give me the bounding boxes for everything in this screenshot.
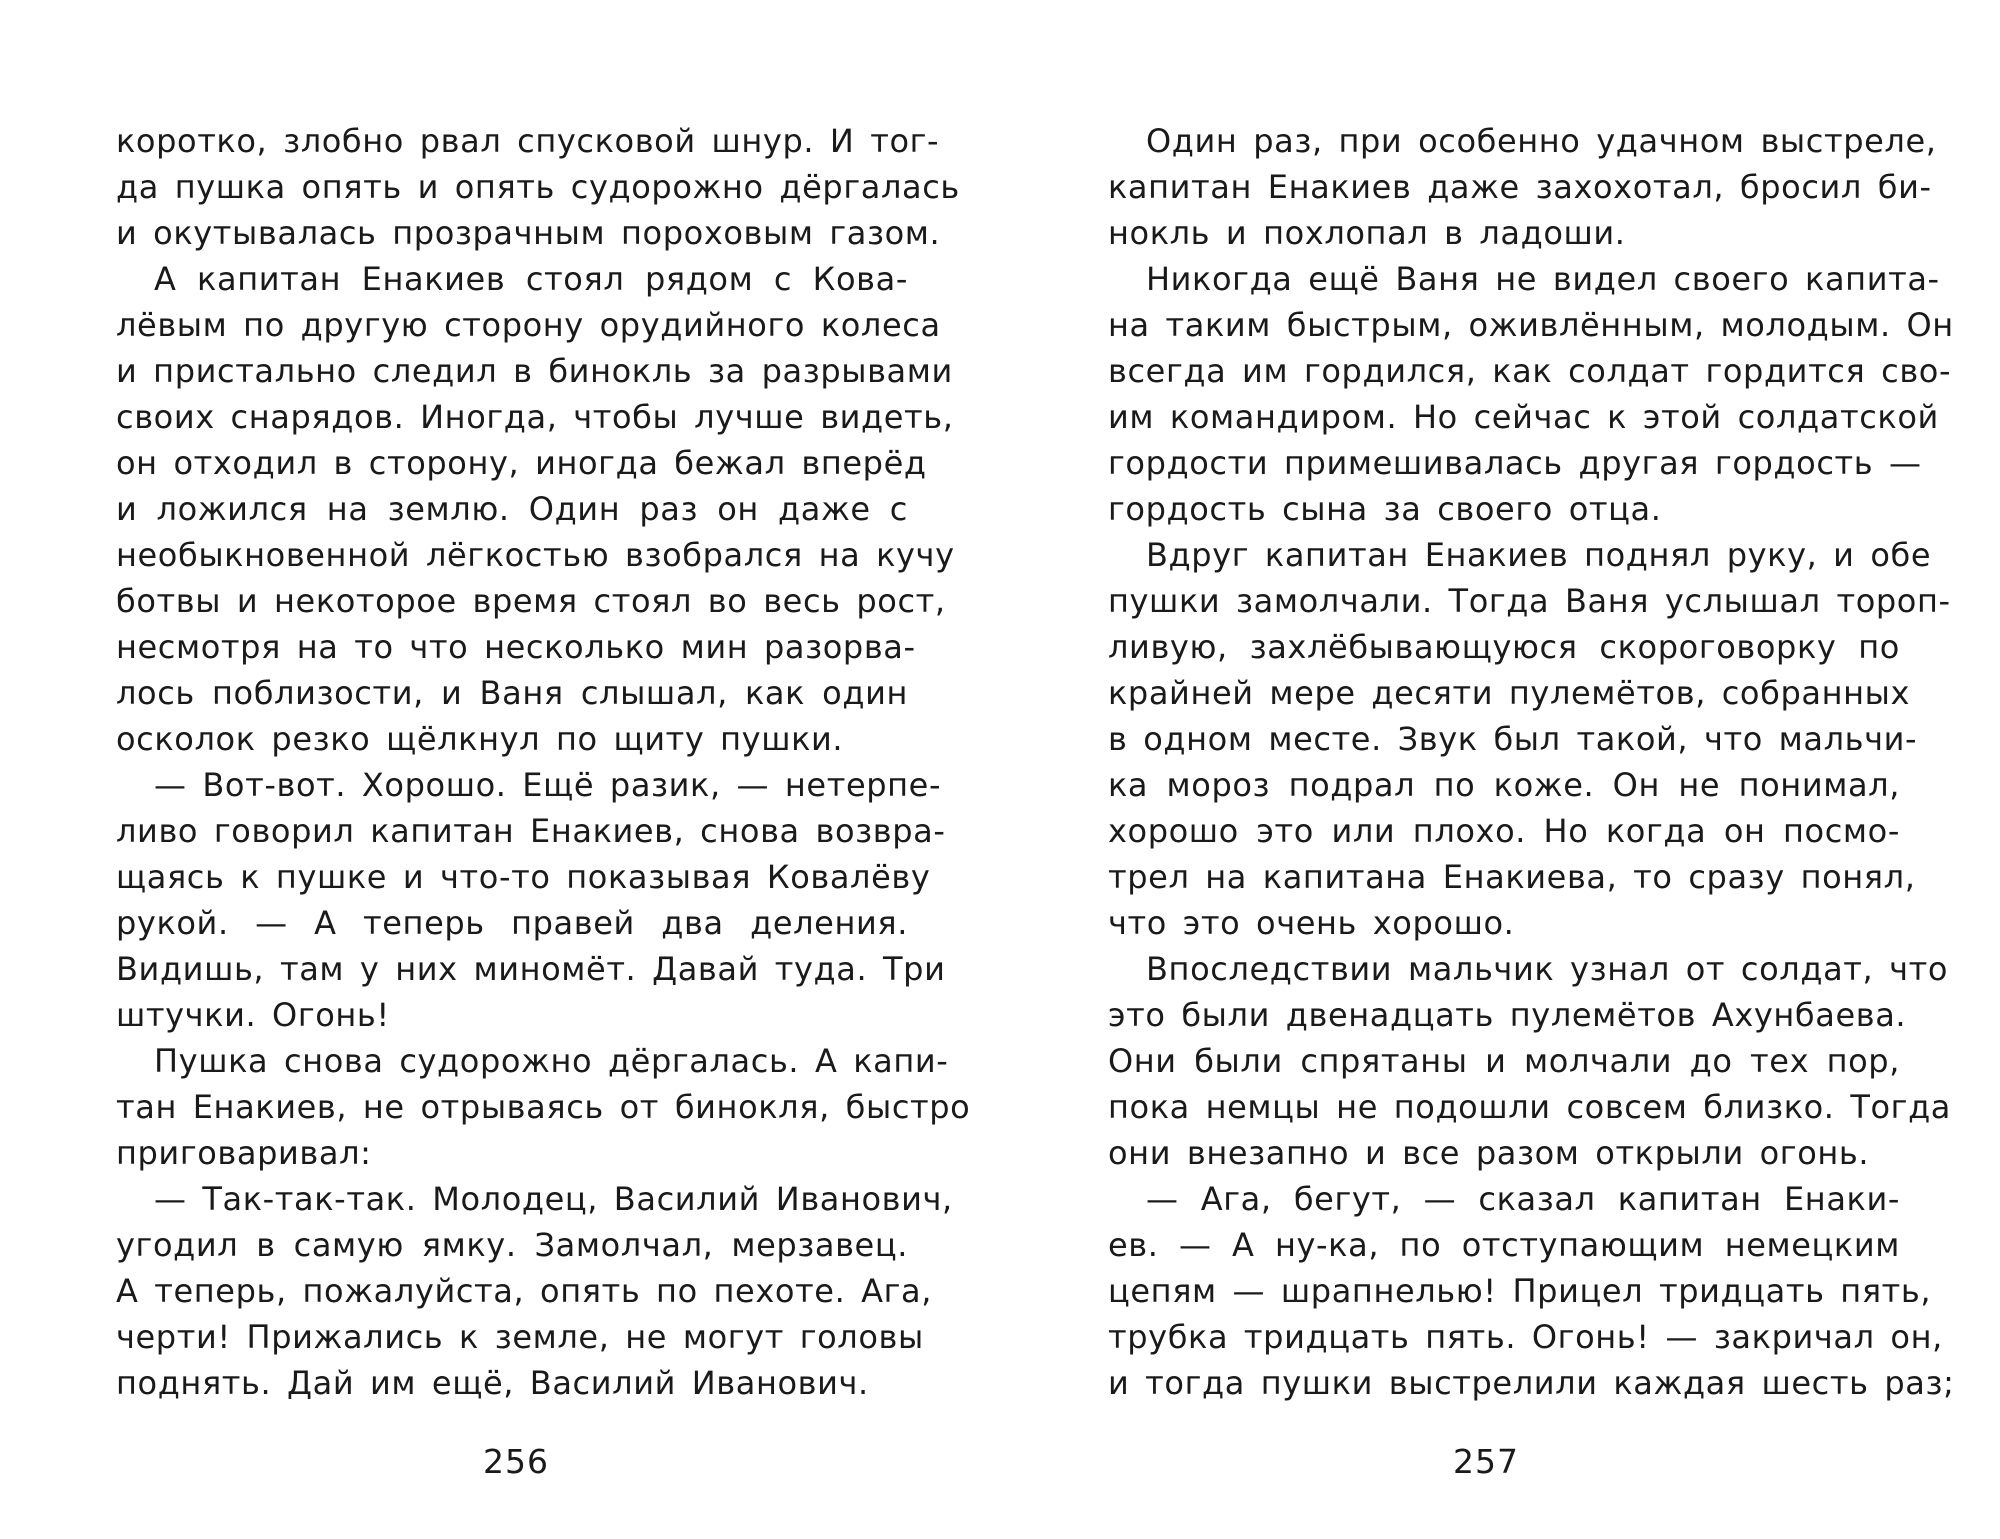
left-page [116, 118, 971, 1406]
text-line: А капитан Енакиев стоял рядом с Кова- [154, 260, 908, 298]
text-line: ев. — А ну-ка, по отступающим немецким [1108, 1226, 1900, 1264]
right-page-number: 257 [1453, 1442, 1519, 1481]
text-line: и окутывалась прозрачным пороховым газом. [116, 214, 941, 252]
text-line: своих снарядов. Иногда, чтобы лучше видеть, [116, 398, 954, 436]
text-line: черти! Прижались к земле, не могут головы [116, 1318, 924, 1356]
left-page-text [116, 118, 971, 1406]
text-line: пушки замолчали. Тогда Ваня услышал тороп- [1108, 582, 1951, 620]
text-line: и пристально следил в бинокль за разрывами [116, 352, 953, 390]
text-line: цепям — шрапнелью! Прицел тридцать пять, [1108, 1272, 1932, 1310]
text-line: приговаривал: [116, 1134, 372, 1172]
text-line: крайней мере десяти пулемётов, собранных [1108, 674, 1911, 712]
text-line: ботвы и некоторое время стоял во весь рост, [116, 582, 946, 620]
text-line: штучки. Огонь! [116, 996, 390, 1034]
text-line: нокль и похлопал в ладоши. [1108, 214, 1626, 252]
text-line: ливую, захлёбывающуюся скороговорку по [1108, 628, 1900, 666]
text-line: трубка тридцать пять. Огонь! — закричал он, [1108, 1318, 1943, 1356]
text-line: тан Енакиев, не отрываясь от бинокля, быстро [116, 1088, 971, 1126]
text-line: и тогда пушки выстрелили каждая шесть раз; [1108, 1364, 1955, 1402]
text-line: Один раз, при особенно удачном выстреле, [1146, 122, 1937, 160]
text-line: хорошо это или плохо. Но когда он посмо- [1108, 812, 1900, 850]
text-line: осколок резко щёлкнул по щиту пушки. [116, 720, 844, 758]
text-line: Пушка снова судорожно дёргалась. А капи- [154, 1042, 949, 1080]
text-line: трел на капитана Енакиева, то сразу понял, [1108, 858, 1916, 896]
text-line: — Так-так-так. Молодец, Василий Иванович, [154, 1180, 953, 1218]
text-line: Они были спрятаны и молчали до тех пор, [1108, 1042, 1900, 1080]
text-line: пока немцы не подошли совсем близко. Тогда [1108, 1088, 1952, 1126]
text-line: — Ага, бегут, — сказал капитан Енаки- [1146, 1180, 1900, 1218]
text-line: лёвым по другую сторону орудийного колеса [116, 306, 941, 344]
text-line: он отходил в сторону, иногда бежал вперёд [116, 444, 927, 482]
text-line: ливо говорил капитан Енакиев, снова возвра- [116, 812, 946, 850]
text-line: да пушка опять и опять судорожно дёргалась [116, 168, 960, 206]
text-line: коротко, злобно рвал спусковой шнур. И тог- [116, 122, 940, 160]
text-line: и ложился на землю. Один раз он даже с [116, 490, 908, 528]
text-line: — Вот-вот. Хорошо. Ещё разик, — нетерпе- [154, 766, 942, 804]
text-line: в одном месте. Звук был такой, что мальчи- [1108, 720, 1918, 758]
text-line: Впоследствии мальчик узнал от солдат, что [1146, 950, 1949, 988]
left-page-number: 256 [483, 1442, 549, 1481]
text-line: Никогда ещё Ваня не видел своего капита- [1146, 260, 1940, 298]
text-line: А теперь, пожалуйста, опять по пехоте. Ага, [116, 1272, 933, 1310]
text-line: на таким быстрым, оживлённым, молодым. Он [1108, 306, 1954, 344]
text-line: это были двенадцать пулемётов Ахунбаева. [1108, 996, 1907, 1034]
text-line: гордость сына за своего отца. [1108, 490, 1662, 528]
text-line: необыкновенной лёгкостью взобрался на кучу [116, 536, 955, 574]
text-line: всегда им гордился, как солдат гордится сво- [1108, 352, 1952, 390]
text-line: поднять. Дай им ещё, Василий Иванович. [116, 1364, 869, 1402]
text-line: Видишь, там у них миномёт. Давай туда. Три [116, 950, 946, 988]
text-line: рукой. — А теперь правей два деления. [116, 904, 908, 942]
text-line: несмотря на то что несколько мин разорва- [116, 628, 916, 666]
text-line: лось поблизости, и Ваня слышал, как один [116, 674, 908, 712]
right-page [1108, 118, 1955, 1406]
right-page-text [1108, 118, 1955, 1406]
text-line: что это очень хорошо. [1108, 904, 1515, 942]
text-line: им командиром. Но сейчас к этой солдатской [1108, 398, 1939, 436]
text-line: ка мороз подрал по коже. Он не понимал, [1108, 766, 1900, 804]
text-line: капитан Енакиев даже захохотал, бросил би- [1108, 168, 1932, 206]
text-line: Вдруг капитан Енакиев поднял руку, и обе [1146, 536, 1932, 574]
text-line: гордости примешивалась другая гордость — [1108, 444, 1922, 482]
text-line: они внезапно и все разом открыли огонь. [1108, 1134, 1870, 1172]
text-line: угодил в самую ямку. Замолчал, мерзавец. [116, 1226, 908, 1264]
text-line: щаясь к пушке и что-то показывая Ковалёву [116, 858, 931, 896]
